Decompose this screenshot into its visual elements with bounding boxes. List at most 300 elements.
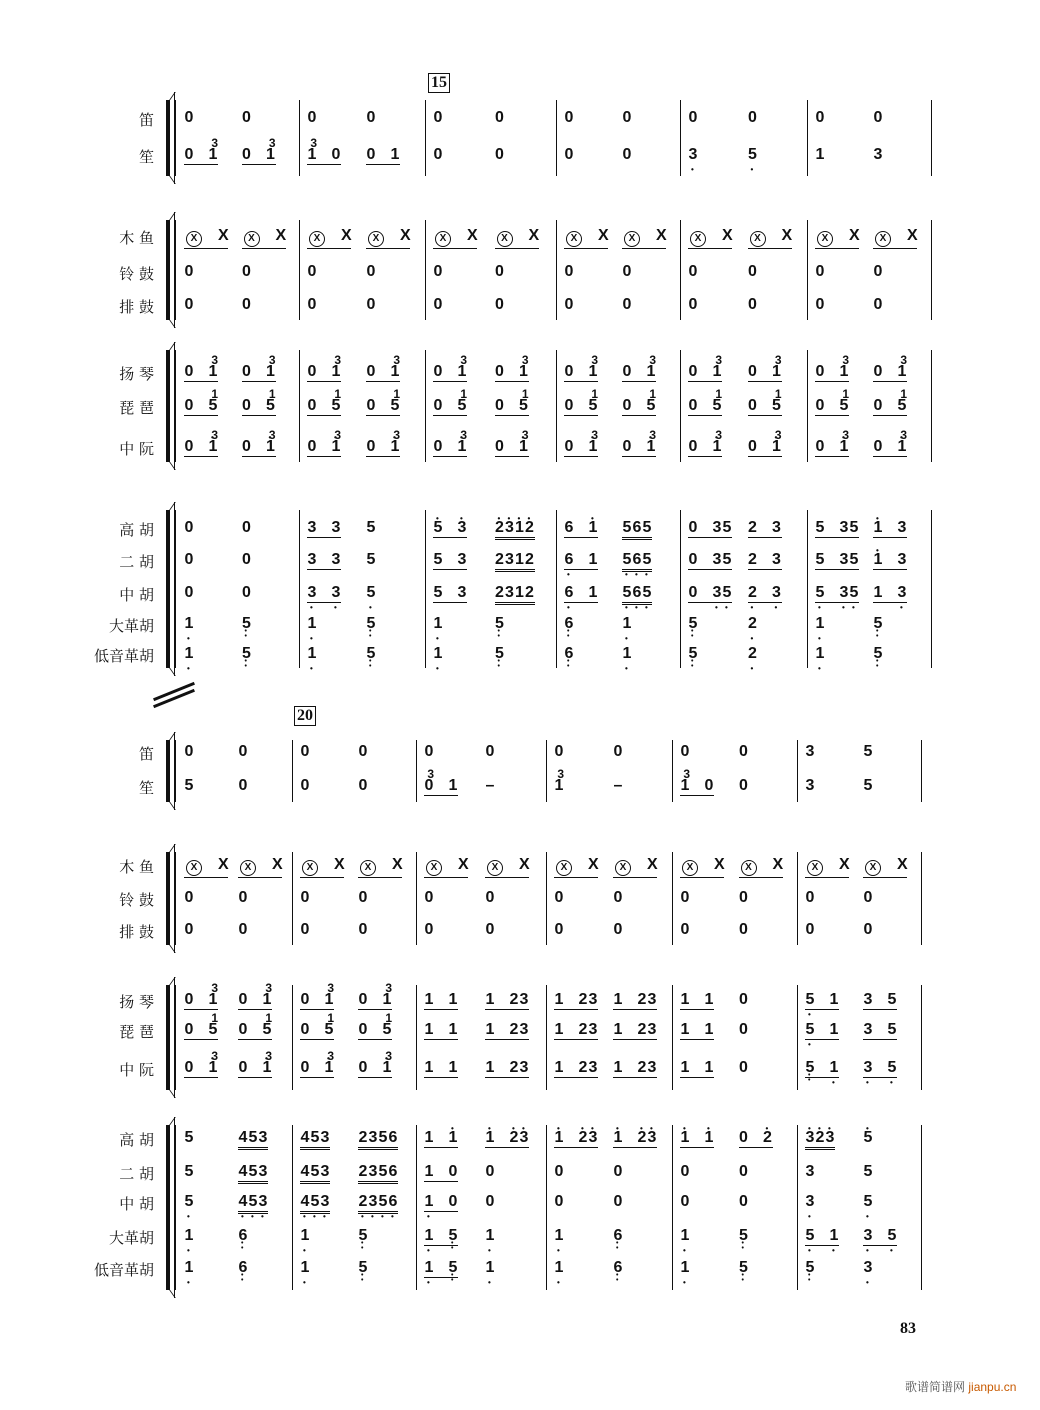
note-beat: 3 • 5 • [863, 1228, 897, 1246]
note-beat: 5 [863, 1163, 873, 1180]
system-line [174, 1117, 175, 1298]
note-beat: 0 1 3 [433, 353, 467, 380]
note-beat: 5 • • [495, 616, 505, 632]
note-beat: 1 • [184, 1260, 194, 1276]
note-beat: 3 [805, 743, 815, 760]
note-beat: 0 [680, 921, 690, 938]
barline [292, 1125, 293, 1290]
barline [416, 985, 417, 1090]
note-beat: 0 3 •5 • [688, 585, 732, 603]
note-beat: 5 • • [739, 1260, 749, 1276]
barline [931, 220, 932, 320]
note-beat: 0 [613, 743, 623, 760]
rehearsal-mark: 20 [294, 706, 316, 726]
note-beat: • 3• 2• 3 [805, 1130, 835, 1150]
note-beat: • 2• 3• 1• 2 [495, 520, 535, 540]
note-beat: 0 1 3 [748, 353, 782, 380]
note-beat: 453 [238, 1130, 268, 1150]
note-beat: 0 [554, 1163, 564, 1180]
note-beat: 1 • [815, 616, 825, 632]
note-beat: 1 23 [554, 1059, 598, 1076]
note-beat: 6 • • [613, 1228, 623, 1244]
note-beat: X X [748, 228, 792, 249]
note-beat: 0 1 3 [688, 353, 722, 380]
note-beat: 0 • 1 3 [366, 439, 400, 457]
barline [931, 510, 932, 668]
note-beat: 3 5 [863, 1021, 897, 1038]
note-beat: 0 [485, 921, 495, 938]
note-beat: 0 [242, 551, 251, 568]
note-beat: 0 [495, 146, 504, 163]
note-beat: • 1 • 2• 3 [485, 1130, 529, 1148]
note-beat: 0 [554, 889, 564, 906]
note-beat: 0 1 3 [495, 353, 529, 380]
instrument-label: 高 胡 [119, 521, 154, 539]
note-beat: 5 •6 •5 • [622, 552, 652, 572]
barline [292, 852, 293, 945]
instrument-label: 大革胡 [108, 617, 154, 635]
instrument-label: 中 胡 [119, 1195, 154, 1213]
barline [299, 220, 300, 320]
note-beat: 0 [815, 263, 825, 280]
note-beat: 0 [613, 921, 623, 938]
note-beat: 0 [554, 921, 564, 938]
instrument-label: 二 胡 [119, 1165, 154, 1183]
note-beat: 0 5 1 [564, 387, 598, 414]
note-beat: X X [622, 228, 666, 249]
note-beat: 1 • 5 • • [424, 1228, 458, 1246]
note-beat: 453 [300, 1130, 330, 1150]
note-beat: 0 5 1 [622, 387, 656, 414]
note-beat: 0 [748, 109, 757, 126]
note-beat: 1 23 [554, 1021, 598, 1038]
note-beat: 4 •5 •3 • [238, 1194, 268, 1214]
page-number: 83 [900, 1320, 916, 1337]
note-beat: 0 • 2 [739, 1130, 773, 1148]
note-beat: 6 • • [564, 646, 574, 662]
note-beat: 0 [805, 889, 815, 906]
note-beat: 0 [739, 1059, 748, 1076]
note-beat: 1 • [433, 646, 443, 662]
note-beat: 1 • [680, 1260, 690, 1276]
note-beat: 5 • • [873, 616, 883, 632]
barline [797, 985, 798, 1090]
barline [672, 852, 673, 945]
note-beat: 1 23 [485, 1059, 529, 1076]
note-beat: 0 [613, 1193, 623, 1210]
instrument-label: 排 鼓 [119, 923, 154, 941]
note-beat: 5 3 [433, 551, 467, 568]
note-beat: 0 [688, 263, 698, 280]
note-beat: 1 [815, 146, 825, 163]
note-beat: 0 [242, 519, 251, 536]
note-beat: 0 [815, 296, 825, 313]
note-beat: 453 [300, 1164, 330, 1184]
note-beat: X X [433, 228, 477, 249]
note-beat: 1 • [184, 1228, 194, 1244]
note-beat: 0 [495, 263, 504, 280]
note-beat: 0 [307, 109, 317, 126]
note-beat: 0 [184, 921, 194, 938]
note-beat: 1 • [184, 616, 194, 632]
note-beat: 1 • [485, 1228, 495, 1244]
note-beat: 0 [184, 584, 194, 601]
note-beat: 1 23 [485, 991, 529, 1008]
note-beat: 1 • [184, 646, 194, 662]
instrument-label: 木 鱼 [119, 858, 154, 876]
note-beat: 0 [242, 109, 251, 126]
barline [921, 985, 922, 1090]
note-beat: 0 [554, 1193, 564, 1210]
note-beat: X X [815, 228, 859, 249]
note-beat: 1 • [485, 1260, 495, 1276]
note-beat: 0 5 1 [748, 387, 782, 414]
note-beat: 0 [184, 551, 194, 568]
note-beat: 3 3 [307, 519, 341, 536]
rehearsal-mark: 15 [428, 73, 450, 93]
note-beat: X X [739, 857, 783, 878]
note-beat: 1 • [622, 616, 632, 632]
note-beat: 0 1 3 [184, 981, 218, 1008]
barline [425, 510, 426, 668]
barline [299, 100, 300, 176]
barline [672, 740, 673, 802]
note-beat: 0 [433, 146, 443, 163]
note-beat: X X [805, 857, 849, 878]
note-beat: 0 [564, 263, 574, 280]
note-beat: 5 3 [433, 584, 467, 601]
note-beat: X X [613, 857, 657, 878]
barline [931, 100, 932, 176]
barline [425, 220, 426, 320]
note-beat: 0 [613, 889, 623, 906]
note-beat: 0 [358, 921, 368, 938]
system-line [174, 92, 175, 184]
note-beat: 0 1 3 [307, 353, 341, 380]
note-beat: 0 [873, 109, 883, 126]
note-beat: 1 • [554, 1260, 564, 1276]
note-beat: 453 [238, 1164, 268, 1184]
note-beat: 3 5 [863, 991, 897, 1008]
note-beat: • 1 • 2• 3 [554, 1130, 598, 1148]
note-beat: X X [366, 228, 410, 249]
note-beat: 0 5 1 [433, 387, 467, 414]
instrument-label: 中 胡 [119, 586, 154, 604]
note-beat: 0 [242, 263, 251, 280]
system-line [174, 212, 175, 328]
barline [797, 740, 798, 802]
barline [556, 350, 557, 462]
note-beat: 1 23 [554, 991, 598, 1008]
note-beat: 6 • • [564, 616, 574, 632]
note-beat: 0 [184, 889, 194, 906]
note-beat: 2 • [748, 646, 758, 662]
note-beat: 0 1 3 [184, 136, 218, 163]
note-beat: 1 1 [424, 1021, 458, 1038]
note-beat: 0 [622, 296, 632, 313]
note-beat: 0 [613, 1163, 623, 1180]
note-beat: X X [873, 228, 917, 249]
note-beat: 1 • [622, 646, 632, 662]
barline [416, 852, 417, 945]
note-beat: 5 • [366, 585, 376, 601]
note-beat: 0 [622, 109, 632, 126]
note-beat: 0 • 1 3 [307, 439, 341, 457]
note-beat: 1 • [554, 1228, 564, 1244]
barline [416, 1125, 417, 1290]
note-beat: 0 [739, 743, 748, 760]
note-beat: 0 [873, 263, 883, 280]
note-beat: 0 • 1 3 [184, 1060, 218, 1078]
watermark [905, 1378, 1016, 1395]
note-beat: 5 • • [358, 1260, 368, 1276]
watermark-url: jianpu.cn [968, 1380, 1017, 1394]
note-beat: 0 [815, 109, 825, 126]
instrument-label: 笛 [138, 745, 154, 763]
barline [807, 510, 808, 668]
watermark-cn: 歌谱简谱网 [905, 1380, 966, 1394]
note-beat: 0 [688, 296, 698, 313]
note-beat: 1 3 0 [307, 136, 341, 163]
note-beat: 2312 [495, 585, 535, 605]
note-beat: • 5 • 3 [433, 520, 467, 538]
note-beat: 5 • • [873, 646, 883, 662]
note-beat: 0 [242, 584, 251, 601]
note-beat: 0 [184, 109, 194, 126]
barline [546, 740, 547, 802]
note-beat: X X [358, 857, 402, 878]
note-beat: 1 • [815, 646, 825, 662]
note-beat: 0 [495, 296, 504, 313]
note-beat: X X [688, 228, 732, 249]
note-beat: 0 [238, 889, 248, 906]
note-beat: 0 • 1 3 [358, 1060, 392, 1078]
note-beat: 3 [873, 146, 883, 163]
note-beat: 0 [242, 296, 251, 313]
barline [672, 1125, 673, 1290]
system-line [174, 732, 175, 810]
note-beat: 0 [433, 296, 443, 313]
instrument-label: 低音革胡 [93, 1261, 154, 1279]
note-beat: 1 23 [613, 1021, 657, 1038]
note-beat: 0 1 3 [564, 353, 598, 380]
note-beat: 0 5 1 [688, 387, 722, 414]
note-beat: 0 5 1 [815, 387, 849, 414]
note-beat: 0 [688, 109, 698, 126]
note-beat: 5 • [748, 147, 758, 163]
note-beat: 1 • [300, 1228, 310, 1244]
note-beat: 1 3 [554, 767, 564, 794]
barline [921, 740, 922, 802]
barline [556, 510, 557, 668]
note-beat: 6 • • [238, 1260, 248, 1276]
note-beat: 0 5 1 [307, 387, 341, 414]
note-beat: 5 • • [358, 1228, 368, 1244]
note-beat: 5 • 1 • [805, 1228, 839, 1246]
instrument-label: 琵 琶 [119, 399, 154, 417]
instrument-label: 扬 琴 [119, 993, 154, 1011]
note-beat: 6 • 1 [564, 552, 598, 570]
note-beat: 0 [307, 296, 317, 313]
note-beat: X X [307, 228, 351, 249]
note-beat: 0 [184, 263, 194, 280]
note-beat: 5 35 [815, 519, 859, 536]
note-beat: 0 • 1 3 [433, 439, 467, 457]
note-beat: 2 3 [748, 519, 781, 536]
note-beat: 3 • [805, 1194, 815, 1210]
note-beat: • 1 • 2• 3 [613, 1130, 657, 1148]
note-beat: 5 • • 1 • [805, 1060, 839, 1078]
note-beat: 0 • 1 3 [688, 439, 722, 457]
note-beat: • 1 • 1 [680, 1130, 714, 1148]
note-beat: 1 1 [424, 1059, 458, 1076]
note-beat: 0 [564, 296, 574, 313]
note-beat: 6 • • [613, 1260, 623, 1276]
note-beat: 5 • 1 [805, 992, 839, 1010]
note-beat: 0 [366, 109, 376, 126]
barline [546, 852, 547, 945]
note-beat: X X [564, 228, 608, 249]
note-beat: 1 • [307, 616, 317, 632]
note-beat: 1 23 [613, 1059, 657, 1076]
note-beat: 1 23 [613, 991, 657, 1008]
note-beat: 0 [739, 1021, 748, 1038]
note-beat: 0 [485, 743, 495, 760]
note-beat: X X [485, 857, 529, 878]
note-beat: 0 [238, 777, 248, 794]
note-beat: 0 35 [688, 519, 732, 536]
note-beat: 0 3 1 [424, 767, 458, 794]
note-beat: X X [238, 857, 282, 878]
note-beat: 0 [300, 921, 310, 938]
note-beat: 0 5 1 [242, 387, 276, 414]
barline [425, 350, 426, 462]
note-beat: 5 • • [688, 646, 698, 662]
note-beat: – [613, 777, 623, 794]
note-beat: 0 35 [688, 551, 732, 568]
barline [921, 852, 922, 945]
note-beat: 5 • • [688, 616, 698, 632]
note-beat: 0 [358, 889, 368, 906]
note-beat: 0 [424, 743, 434, 760]
note-beat: 0 • 1 3 [300, 1060, 334, 1078]
instrument-label: 铃 鼓 [119, 891, 154, 909]
note-beat: 0 [485, 1193, 495, 1210]
note-beat: 0 [680, 889, 690, 906]
note-beat: 0 [873, 296, 883, 313]
note-beat: 3 • [688, 147, 698, 163]
note-beat: 0 [358, 743, 368, 760]
note-beat: 3 • [863, 1260, 873, 1276]
instrument-label: 琵 琶 [119, 1023, 154, 1041]
note-beat: 0 5 1 [366, 387, 400, 414]
note-beat: 0 [680, 1163, 690, 1180]
note-beat: 3 3 [307, 551, 341, 568]
note-beat: 0 [739, 921, 748, 938]
note-beat: • 1 3 [873, 520, 907, 538]
note-beat: 2356 [358, 1130, 398, 1150]
note-beat: 0 1 3 [366, 353, 400, 380]
note-beat: X X [424, 857, 468, 878]
note-beat: 0 1 3 [873, 353, 907, 380]
note-beat: 0 1 3 [358, 981, 392, 1008]
note-beat: 0 [739, 991, 748, 1008]
note-beat: 0 • 1 3 [564, 439, 598, 457]
barline [292, 985, 293, 1090]
instrument-label: 二 胡 [119, 553, 154, 571]
note-beat: 0 • 1 3 [815, 439, 849, 457]
note-beat: 0 [863, 889, 873, 906]
note-beat: 0 [307, 263, 317, 280]
barline [797, 852, 798, 945]
note-beat: 3 [805, 777, 815, 794]
note-beat: • 1 3 [873, 552, 907, 570]
instrument-label: 大革胡 [108, 1229, 154, 1247]
note-beat: 0 • 1 3 [242, 439, 276, 457]
note-beat: 5 35 [815, 551, 859, 568]
note-beat: 0 1 3 [815, 353, 849, 380]
system-line [174, 977, 175, 1098]
note-beat: • 5 [863, 1130, 873, 1146]
note-beat: 0 1 3 [238, 981, 272, 1008]
note-beat: 6 • 1 [564, 520, 598, 538]
system-divider-mark [152, 688, 194, 702]
note-beat: 0 5 1 [873, 387, 907, 414]
note-beat: 565 [622, 520, 652, 540]
note-beat: 5 • • [242, 646, 252, 662]
note-beat: 5 [184, 777, 194, 794]
note-beat: 3 • 5 • [863, 1060, 897, 1078]
note-beat: 0 [238, 743, 248, 760]
note-beat: 0 5 1 [184, 387, 218, 414]
note-beat: 1 1 [680, 1059, 714, 1076]
note-beat: X X [680, 857, 724, 878]
note-beat: 1 • 5 • • [424, 1260, 458, 1278]
note-beat: 0 [433, 263, 443, 280]
note-beat: X X [300, 857, 344, 878]
barline [921, 1125, 922, 1290]
note-beat: 5 • • [805, 1260, 815, 1276]
barline [680, 350, 681, 462]
barline [556, 220, 557, 320]
instrument-label: 笙 [138, 779, 154, 797]
system-line [174, 844, 175, 953]
note-beat: 1 1 [680, 991, 714, 1008]
note-beat: 1 • 1 [424, 1130, 458, 1148]
barline [299, 510, 300, 668]
note-beat: 0 [739, 889, 748, 906]
note-beat: 0 [238, 921, 248, 938]
note-beat: X X [495, 228, 539, 249]
note-beat: 0 [564, 146, 574, 163]
barline [931, 350, 932, 462]
note-beat: 5 • • [366, 646, 376, 662]
note-beat: 0 [748, 296, 757, 313]
note-beat: 0 [184, 296, 194, 313]
barline [546, 1125, 547, 1290]
note-beat: 5 • • [739, 1228, 749, 1244]
note-beat: 4 •5 •3 • [300, 1194, 330, 1214]
note-beat: X X [184, 857, 228, 878]
instrument-label: 木 鱼 [119, 229, 154, 247]
note-beat: 0 • 1 3 [622, 439, 656, 457]
barline [807, 100, 808, 176]
note-beat: 1 3 0 [680, 767, 714, 794]
note-beat: 0 5 1 [238, 1011, 272, 1038]
note-beat: 2 3 [748, 551, 781, 568]
instrument-label: 高 胡 [119, 1131, 154, 1149]
note-beat: 0 1 3 [300, 981, 334, 1008]
